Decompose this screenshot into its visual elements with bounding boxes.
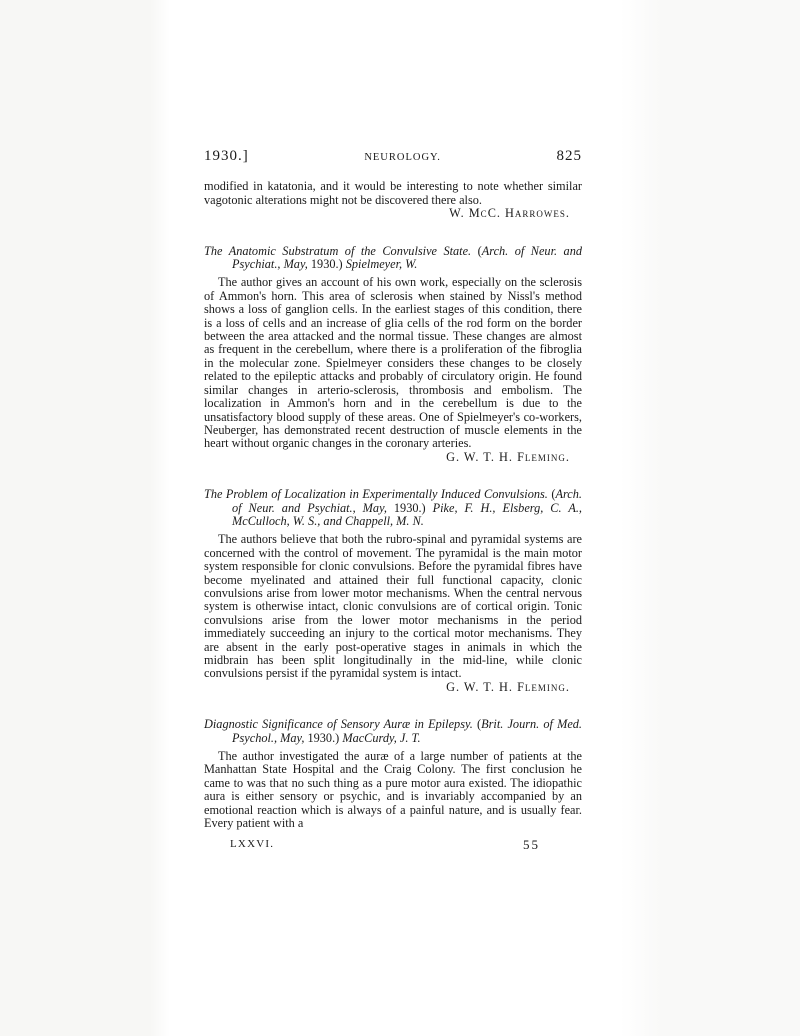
running-head — [204, 150, 582, 164]
article-title: The Problem of Localization in Experimentally Induced Convulsions. (Arch. of Neur. and Psychiat., May, 1930.) Pike, F. H., Elsberg, C. A., McCulloch, W. S., and Chappell, M. N. — [204, 487, 582, 528]
article-body: The authors believe that both the rubro-spinal and pyramidal systems are concerned with the control of movement. The pyramidal is the main motor system responsible for clonic convulsions. Before the pyramidal fibres have become myelinated and attained their full functional capacity, clonic convulsions arise from lower motor mechanisms. When the central nervous system is otherwise intact, clonic convulsions are of cortical origin. Tonic convulsions arise from the lower motor mechanisms in the period immediately succeeding an injury to the cortical motor mechanisms. They are absent in the early post-operative stages in animals in which the midbrain has been split longitudinally in the mid-line, while clonic convulsions persist if the pyramidal system is intact. — [204, 532, 582, 681]
signature-mark: LXXVI. — [230, 838, 275, 851]
text-column — [204, 150, 582, 852]
sheet-number: 55 — [523, 837, 540, 853]
article-body: The author gives an account of his own work, especially on the sclerosis of Ammon's horn. This area of sclerosis when stained by Nissl's method shows a loss of ganglion cells. In the earliest stages of this condition, there is a loss of cells and an increase of glia cells of the rod form on the border between the area attacked and the normal tissue. These changes are almost as frequent in the cerebellum, where there is a proliferation of the fibroglia in the molecular zone. Spielmeyer considers these changes to be closely related to the epileptic attacks and probably of circulatory origin. He found similar changes in arterio-sclerosis, thrombosis and embolism. The localization in Ammon's horn and in the cerebellum is due to the unsatisfactory blood supply of these areas. One of Spielmeyer's co-workers, Neuberger, has demonstrated recent destruction of muscle elements in the heart without organic changes in the coronary arteries. — [204, 275, 582, 451]
article-signature: G. W. T. H. Fleming. — [446, 449, 570, 464]
article-problem-of-localization — [204, 488, 582, 694]
article-title: The Anatomic Substratum of the Convulsive State. (Arch. of Neur. and Psychiat., May, 1930.) Spielmeyer, W. — [204, 243, 583, 272]
page-number: 825 — [556, 148, 582, 164]
article-title: Diagnostic Significance of Sensory Auræ in Epilepsy. (Brit. Journ. of Med. Psychol., May, 1930.) MacCurdy, J. T. — [204, 717, 582, 745]
article-signature: G. W. T. H. Fleming. — [446, 679, 570, 694]
running-head-title: NEUROLOGY. — [364, 152, 441, 163]
continuation-paragraph: modified in katatonia, and it would be interesting to note whether similar vagotonic alterations might not be discovered there also. — [204, 179, 582, 207]
article-anatomic-substratum — [204, 245, 582, 465]
continuation-signature: W. McC. Harrowes. — [449, 206, 570, 221]
article-sensory-aurae — [204, 718, 582, 830]
running-head-year: 1930.] — [204, 148, 249, 164]
page-footer — [204, 838, 582, 851]
article-body: The author investigated the auræ of a large number of patients at the Manhattan State Hospital and the Craig Colony. The first conclusion he came to was that no such thing as a pure motor aura existed. The idiopathic aura is either sensory or psychic, and is invariably accompanied by an emotional reaction which is always of a painful nature, and is usually fear. Every patient with a — [204, 749, 582, 831]
